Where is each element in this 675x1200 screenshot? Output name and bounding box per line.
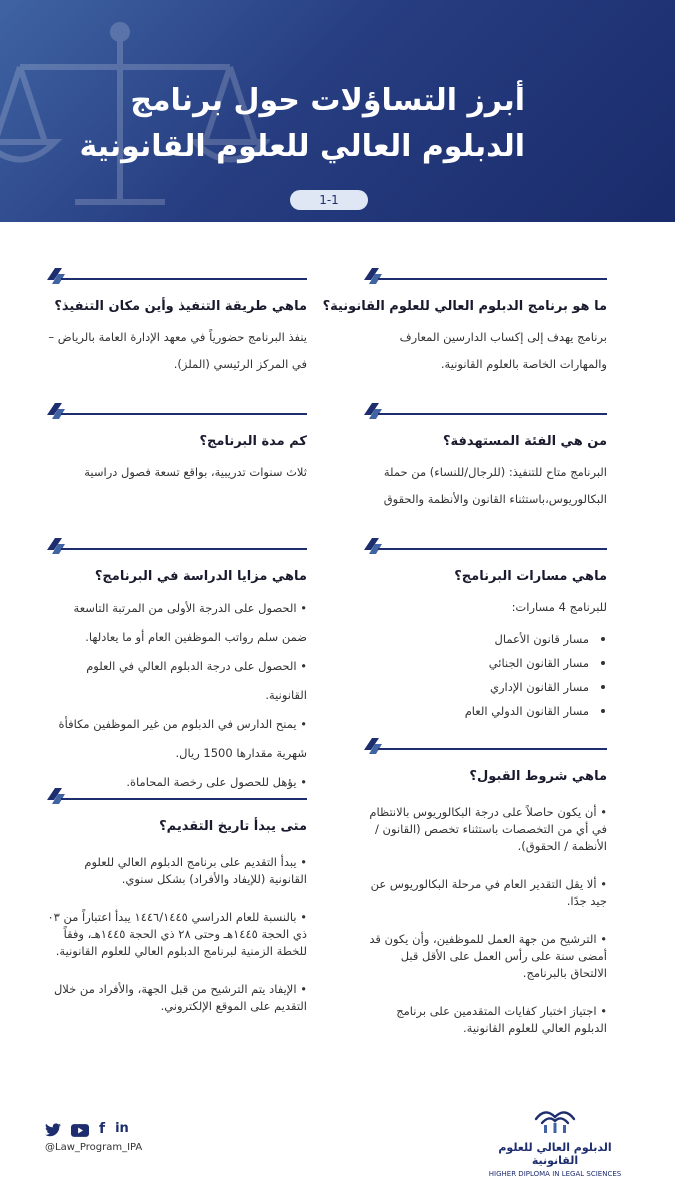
question: ماهي طريقة التنفيذ وأين مكان التنفيذ؟ [54,299,307,314]
question: ماهي شروط القبول؟ [469,769,607,784]
advantages-list [45,594,307,797]
question: ماهي مسارات البرنامج؟ [454,569,607,584]
header-banner [0,0,675,222]
answer: ينفذ البرنامج حضورياً في معهد الإدارة العامة بالرياض – في المركز الرئيسي (الملز). [48,330,307,371]
dates-list [45,854,307,1015]
list-item: • الإيفاد يتم الترشيح من قبل الجهة، والأفراد من خلال التقديم على الموقع الإلكتروني. [53,982,307,1013]
list-item: • بالنسبة للعام الدراسي ١٤٤٦/١٤٤٥ يبدأ اعتباراً من ٠٣ ذي الحجة ١٤٤٥هـ وحتى ٢٨ ذي الحجة ١٤٤٥هـ، وفقاً للخطة الزمنية لبرنامج الدبلوم العالي للعلوم القانونية. [47,910,307,958]
faq-what-is-program [322,268,607,378]
section-divider [362,538,607,550]
list-item: • ألا يقل التقدير العام في مرحلة البكالوريوس عن جيد جدًا. [370,877,607,908]
answer: ثلاث سنوات تدريبية، بواقع تسعة فصول دراسية [84,465,307,479]
question: كم مدة البرنامج؟ [199,434,307,449]
list-item: • اجتياز اختبار كفايات المتقدمين على برنامج الدبلوم العالي للعلوم القانونية. [396,1004,607,1035]
tracks-intro: للبرنامج 4 مسارات: [511,600,607,614]
page-title [79,78,525,170]
faq-admission-conditions [362,738,607,1037]
title-line-2: الدبلوم العالي للعلوم القانونية [79,129,525,164]
section-divider [45,538,307,550]
tracks-list [362,627,607,723]
program-logo-icon [532,1105,578,1135]
answer: برنامج يهدف إلى إكساب الدارسين المعارف والمهارات الخاصة بالعلوم القانونية. [399,330,607,371]
linkedin-icon[interactable]: in [115,1121,129,1136]
faq-program-tracks [362,538,607,723]
brand-logo [475,1105,635,1178]
question: متى يبدأ تاريخ التقديم؟ [159,819,307,834]
faq-application-dates [45,788,307,1015]
section-divider [362,403,607,415]
brand-name-arabic: الدبلوم العالي للعلوم القانونية [498,1141,612,1167]
social-handle: @Law_Program_IPA [45,1142,143,1153]
question: من هي الفئة المستهدفة؟ [443,434,607,449]
list-item: • يبدأ التقديم على برنامج الدبلوم العالي للعلوم القانونية (للإيفاد والأفراد) بشكل سنوي. [84,855,307,886]
list-item: • يمنح الدارس في الدبلوم من غير الموظفين مكافأة شهرية مقدارها 1500 ريال. [58,717,307,760]
section-divider [45,788,307,800]
list-item: مسار القانون الإداري [362,675,589,699]
faq-program-advantages [45,538,307,797]
list-item: • الترشيح من جهة العمل للموظفين، وأن يكون قد أمضى سنة على رأس العمل على الأقل قبل الالتحاق بالبرنامج. [369,932,607,980]
list-item: • يؤهل للحصول على رخصة المحاماة. [126,775,307,789]
social-links [45,1122,129,1141]
question: ما هو برنامج الدبلوم العالي للعلوم القانونية؟ [322,299,607,314]
section-divider [362,738,607,750]
list-item: مسار قانون الأعمال [362,627,589,651]
answer: البرنامج متاح للتنفيذ: (للرجال/للنساء) من حملة البكالوريوس،باستثناء القانون والأنظمة والحقوق [383,465,607,506]
section-divider [362,268,607,280]
list-item: • أن يكون حاصلاً على درجة البكالوريوس بالانتظام في أي من التخصصات باستثناء تخصص (القانون / الأنظمة / الحقوق). [369,805,607,853]
faq-program-duration [45,403,307,486]
facebook-icon[interactable]: f [99,1121,106,1137]
list-item: • الحصول على الدرجة الأولى من المرتبة التاسعة ضمن سلم رواتب الموظفين العام أو ما يعادلها. [73,601,307,644]
brand-name-english: HIGHER DIPLOMA IN LEGAL SCIENCES [488,1170,622,1178]
faq-target-group [362,403,607,513]
conditions-list [362,804,607,1037]
section-divider [45,403,307,415]
title-line-1: أبرز التساؤلات حول برنامج [130,83,525,118]
question: ماهي مزايا الدراسة في البرنامج؟ [94,569,307,584]
list-item: • الحصول على درجة الدبلوم العالي في العلوم القانونية. [86,659,307,702]
list-item: مسار القانون الدولي العام [362,699,589,723]
faq-delivery-method [45,268,307,378]
youtube-icon[interactable] [71,1122,89,1141]
page-indicator-badge: 1-1 [290,190,368,210]
twitter-icon[interactable] [45,1122,61,1141]
section-divider [45,268,307,280]
list-item: مسار القانون الجنائي [362,651,589,675]
